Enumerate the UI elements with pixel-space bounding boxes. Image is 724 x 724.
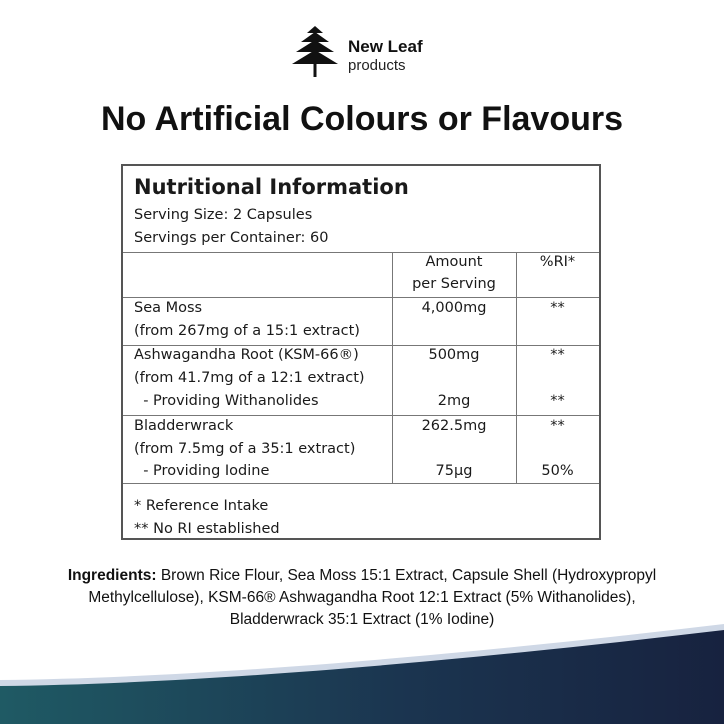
ingredients-label: Ingredients: (67, 567, 157, 584)
row-sub-ri: 50% (541, 463, 574, 479)
row-sublabel: (from 7.5mg of a 35:1 extract) (134, 441, 356, 457)
serving-size: Serving Size: 2 Capsules (134, 207, 313, 223)
divider (123, 297, 599, 298)
brand-name: New Leaf (348, 37, 423, 56)
servings-per-container: Servings per Container: 60 (134, 230, 329, 246)
nutrition-title: Nutritional Information (134, 175, 409, 199)
ingredients-list: Brown Rice Flour, Sea Moss 15:1 Extract, Capsule Shell (Hydroxypropyl Methylcellulose), KSM-66® Ashwagandha Root 12:1 Extract (5% Withanolides), Bladderwrack 35:1 Extract (1% Iodine) (88, 567, 657, 628)
footnote: ** No RI established (134, 521, 280, 537)
row-sub-item: - Providing Iodine (134, 463, 270, 479)
page-title: No Artificial Colours or Flavours (100, 100, 624, 138)
divider (123, 345, 599, 346)
footnote: * Reference Intake (134, 498, 269, 514)
decorative-wave (0, 620, 724, 724)
row-amount: 4,000mg (421, 300, 487, 316)
tree-icon (292, 24, 338, 78)
divider (123, 252, 599, 253)
row-sub-item: - Providing Withanolides (134, 393, 319, 409)
column-divider (516, 252, 517, 483)
ri-header: %RI* (539, 254, 576, 270)
row-label: Bladderwrack (134, 418, 234, 434)
row-sub-ri: ** (550, 393, 565, 409)
divider (123, 483, 599, 484)
brand-logo (292, 24, 442, 80)
brand-subtitle: products (348, 57, 406, 74)
nutrition-table (121, 164, 601, 540)
amount-header: Amount (425, 254, 483, 270)
row-ri: ** (550, 418, 565, 434)
row-ri: ** (550, 347, 565, 363)
row-label: Ashwagandha Root (KSM-66®) (134, 347, 359, 363)
amount-header-2: per Serving (412, 276, 496, 292)
row-sublabel: (from 41.7mg of a 12:1 extract) (134, 370, 365, 386)
row-amount: 500mg (428, 347, 480, 363)
row-sublabel: (from 267mg of a 15:1 extract) (134, 323, 360, 339)
row-sub-amount: 75µg (435, 463, 473, 479)
row-amount: 262.5mg (421, 418, 487, 434)
row-sub-amount: 2mg (437, 393, 471, 409)
row-label: Sea Moss (134, 300, 203, 316)
divider (123, 415, 599, 416)
row-ri: ** (550, 300, 565, 316)
